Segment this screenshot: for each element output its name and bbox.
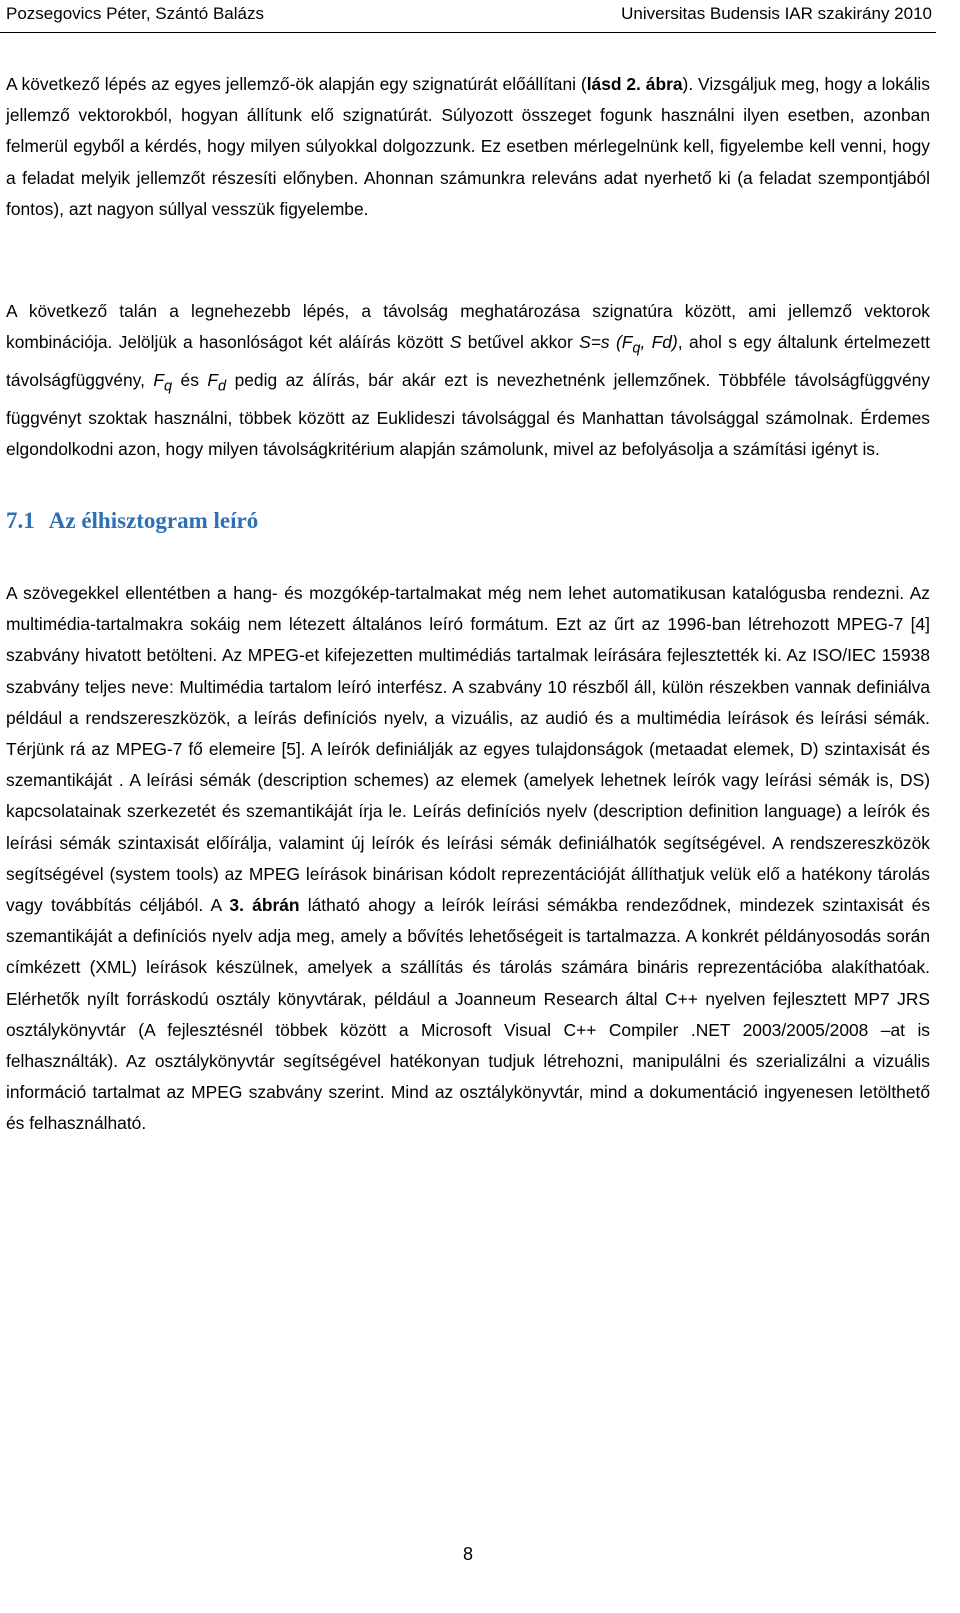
symbol-s: S xyxy=(449,332,462,353)
section-title: Az élhisztogram leíró xyxy=(48,508,259,533)
header-institution: Universitas Budensis IAR szakirány 2010 xyxy=(621,4,932,23)
running-header xyxy=(6,4,932,34)
symbol-fd-sub: d xyxy=(218,378,227,395)
page-number: 8 xyxy=(462,1544,473,1564)
para2-text-3: , ahol s egy általunk értelmezett távolságfüggvény, xyxy=(6,332,931,390)
formula-part-b: , Fd) xyxy=(640,332,678,353)
symbol-fq-sub: q xyxy=(164,378,173,395)
para1-text-a: A következő lépés az egyes jellemző-ök alapján egy szignatúrát előállítani ( xyxy=(6,74,587,94)
symbol-fd-main: F xyxy=(207,369,219,390)
figure-ref-3: 3. ábrán xyxy=(229,895,300,916)
paragraph-distance xyxy=(6,296,930,465)
symbol-fq-main: F xyxy=(153,369,164,390)
header-rule xyxy=(0,32,936,33)
para3-text-1: A szövegekkel ellentétben a hang- és mozgókép-tartalmakat még nem lehet automatikusan katalógusba rendezni. Az multimédia-tartalmakra sokáig nem létezett általános leíró formátum. Ezt az űrt az 1996-ban létrehozott MPEG-7 [4] szabvány hivatott betölteni. Az MPEG-et kifejezetten multimédiás tartalmak leírására fejlesztették ki. Az ISO/IEC 15938 szabvány teljes neve: Multimédia tartalom leíró interfész. A szabvány 10 részből áll, külön részekben vannak definiálva például a rendszereszközök, a leírás definíciós nyelv, a vizuális, az audió és a multimédia leírások és leírási sémák. Térjünk rá az MPEG-7 fő elemeire [5]. A leírók definiálják az egyes tulajdonságok (metaadat elemek, D) szintaxisát és szemantikáját . A leírási sémák (description schemes) az elemek (amelyek lehetnek leírók vagy leírási sémák is, DS) kapcsolatainak szerkezetét és szemantikáját írja le. Leírás definíciós nyelv (description definition language) a leírók és leírási sémák szintaxisát előírálja, valamint új leírók és leírási sémák definiálhatók segítségével. A rendszereszközök segítségével (system tools) az MPEG leírások binárisan kódolt reprezentációját állíthatjuk velük elő a hatékony tárolás vagy továbbítás céljából. A xyxy=(6,583,930,916)
para1-text-b: ). Vizsgáljuk meg, hogy a lokális jellemző vektorokból, hogyan állítunk elő szignatúrát. Súlyozott összeget fogunk használni ilyen esetben, azonban felmerül egyből a kérdés, hogy milyen súlyokkal dolgozzunk. Ez esetben mérlegelnünk kell, figyelembe kell venni, hogy a feladat melyik jellemzőt részesíti előnyben. Ahonnan számunkra releváns adat nyerhető ki (a feladat szempontjából fontos), azt nagyon súllyal vesszük figyelembe. xyxy=(6,74,930,219)
formula-subscript: q xyxy=(632,340,641,357)
figure-ref-2: lásd 2. ábra xyxy=(586,74,683,94)
section-number: 7.1 xyxy=(6,508,35,533)
para2-text-2: betűvel akkor xyxy=(461,332,580,353)
symbol-fd xyxy=(207,369,227,395)
paragraph-mpeg7 xyxy=(6,578,930,1140)
symbol-fq xyxy=(153,369,173,395)
para2-text-1: A következő talán a legnehezebb lépés, a távolság meghatározása szignatúra között, ami jellemző vektorok kombinációja. Jelöljük a hasonlóságot két aláírás között xyxy=(6,301,930,353)
section-heading xyxy=(6,508,258,534)
para3-text-2: látható ahogy a leírók leírási sémákba rendeződnek, mindezek szintaxisát és szemantikáját a definíciós nyelv adja meg, amely a bővítés lehetőségeit is tartalmazza. A konkrét példányosodás során címkézett (XML) leírások készülnek, amelyek a szállítás és tárolás számára bináris reprezentációba alakíthatóak. Elérhetők nyílt forráskodú osztály könyvtárak, például a Joanneum Research által C++ nyelven fejlesztett MP7 JRS osztálykönyvtár (A fejlesztésnél többek között a Microsoft Visual C++ Compiler .NET 2003/2005/2008 –at is felhasználták). Az osztálykönyvtár segítségével hatékonyan tudjuk létrehozni, manipulálni és szerializálni a vizuális információ tartalmat az MPEG szabvány szerint. Mind az osztálykönyvtár, mind a dokumentáció ingyenesen letölthető és felhasználható. xyxy=(6,895,931,1134)
paragraph-signature xyxy=(6,69,930,225)
para2-text-5: pedig az álírás, bár akár ezt is nevezhetnénk jellemzőnek. Többféle távolságfüggvény függvényt szoktak használni, többek között az Euklideszi távolsággal és Manhattan távolsággal számolnak. Érdemes elgondolkodni azon, hogy milyen távolságkritérium alapján számolunk, mivel az befolyásolja a számítási igényt is. xyxy=(6,369,930,459)
formula-part-a: S=s (F xyxy=(579,332,633,353)
para2-text-4: és xyxy=(172,369,208,390)
header-authors: Pozsegovics Péter, Szántó Balázs xyxy=(6,4,264,23)
similarity-formula xyxy=(579,332,678,357)
